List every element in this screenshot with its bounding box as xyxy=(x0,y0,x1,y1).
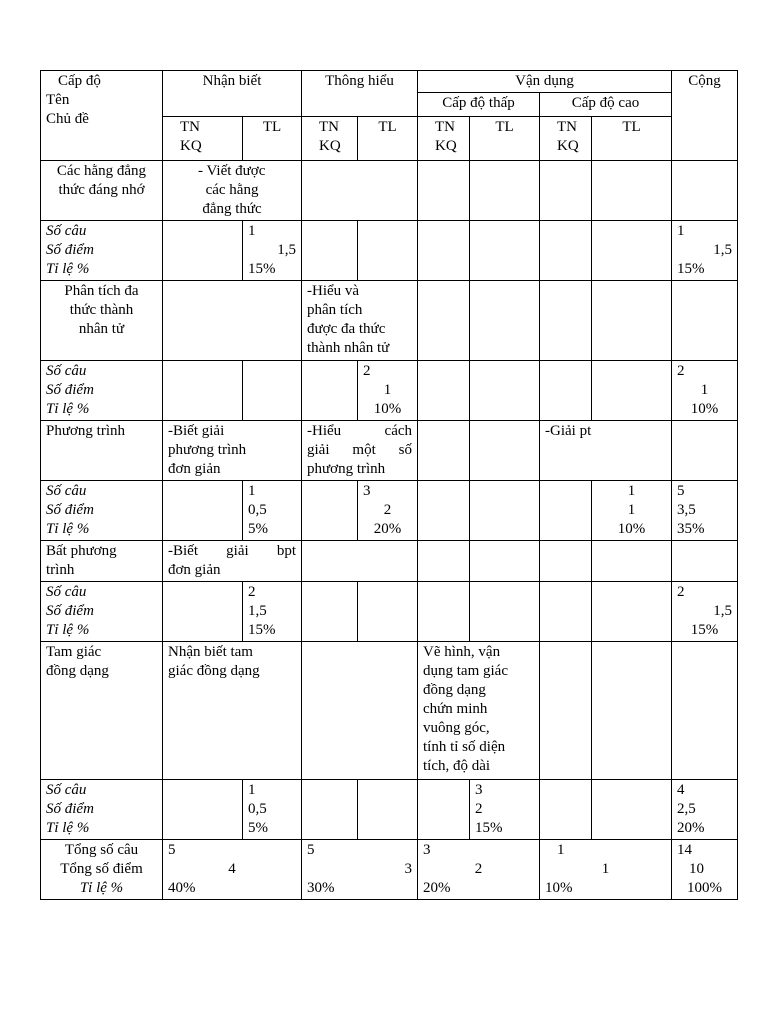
desc-line: -Biết giải xyxy=(168,423,225,439)
topic-3-van-dung-cao-desc: -Giải pt xyxy=(540,421,672,481)
topic-3-vdc-tl-stats xyxy=(592,481,672,541)
so-diem-label: Số điểm xyxy=(46,502,94,518)
empty-cell xyxy=(470,281,540,361)
so-diem-label: Số điểm xyxy=(46,242,94,258)
header-row-1 xyxy=(41,71,738,93)
tn-label: TN xyxy=(180,119,200,135)
desc-word: số xyxy=(398,442,413,458)
ti-le-value: 15% xyxy=(248,622,276,638)
topic-5-vdt-tl-stats xyxy=(470,780,540,840)
ti-le-value: 20% xyxy=(677,820,705,836)
header-topic-cell xyxy=(41,71,163,161)
topic-name-line: thức đáng nhớ xyxy=(58,182,145,198)
topic-name-line: Các hằng đẳng xyxy=(56,163,147,179)
so-diem-label: Số điểm xyxy=(46,603,94,619)
topic-5-cong-stats xyxy=(672,780,738,840)
topic-name-3 xyxy=(41,421,163,481)
stats-labels xyxy=(41,582,163,642)
so-cau-value: 2 xyxy=(677,584,685,600)
header-tl-1: TL xyxy=(243,117,302,161)
total-tile-value: 10% xyxy=(545,880,573,896)
topic-row-4 xyxy=(41,541,738,582)
topic-row-2 xyxy=(41,281,738,361)
topic-name-line: thức thành xyxy=(69,302,134,318)
stats-row-2 xyxy=(41,361,738,421)
totals-row xyxy=(41,840,738,900)
empty-cell xyxy=(470,221,540,281)
empty-cell xyxy=(163,221,243,281)
desc-line: -Hiểu và xyxy=(307,283,360,299)
so-cau-value: 1 xyxy=(248,483,256,499)
topic-2-th-tl-stats xyxy=(358,361,418,421)
empty-cell xyxy=(418,582,470,642)
so-diem-value: 1 xyxy=(383,382,392,398)
total-tile-value: 100% xyxy=(687,880,723,896)
empty-cell xyxy=(243,361,302,421)
so-diem-value: 3,5 xyxy=(677,502,696,518)
so-cau-value: 2 xyxy=(248,584,256,600)
empty-cell xyxy=(163,481,243,541)
desc-line: đồng dạng xyxy=(423,682,486,698)
tn-label: TN xyxy=(319,119,340,135)
tn-label: TN xyxy=(557,119,578,135)
desc-line xyxy=(307,422,412,441)
topic-name-line: Bất phương xyxy=(46,543,117,559)
empty-cell xyxy=(592,780,672,840)
topic-row-3 xyxy=(41,421,738,481)
empty-cell xyxy=(302,582,358,642)
empty-cell xyxy=(540,582,592,642)
so-cau-value: 3 xyxy=(475,782,483,798)
empty-cell xyxy=(470,161,540,221)
total-tile-value: 30% xyxy=(307,880,335,896)
so-diem-value: 2 xyxy=(475,801,483,817)
topic-5-van-dung-thap-desc xyxy=(418,642,540,780)
so-cau-label: Số câu xyxy=(46,483,87,499)
totals-van-dung-cao xyxy=(540,840,672,900)
topic-name-line: trình xyxy=(46,562,75,578)
desc-line: - Viết được xyxy=(198,163,266,179)
so-cau-value: 2 xyxy=(363,363,371,379)
header-van-dung: Vận dụng xyxy=(418,71,672,93)
desc-line: đơn giản xyxy=(168,461,221,477)
header-tl-3: TL xyxy=(470,117,540,161)
empty-cell xyxy=(418,481,470,541)
desc-line xyxy=(168,542,296,561)
so-cau-label: Số câu xyxy=(46,782,87,798)
topic-row-5 xyxy=(41,642,738,780)
so-cau-label: Số câu xyxy=(46,584,87,600)
total-tile-value: 20% xyxy=(423,880,451,896)
header-tl-2: TL xyxy=(358,117,418,161)
empty-cell xyxy=(418,161,470,221)
topic-3-nb-tl-stats xyxy=(243,481,302,541)
empty-cell xyxy=(163,361,243,421)
total-cau-value: 3 xyxy=(423,842,431,858)
kq-label: KQ xyxy=(435,138,457,154)
empty-cell xyxy=(592,361,672,421)
ti-le-value: 10% xyxy=(690,401,719,417)
total-diem-value: 10 xyxy=(689,861,705,877)
ti-le-label: Tỉ lệ % xyxy=(46,622,90,638)
empty-cell xyxy=(358,221,418,281)
header-cap-do-cao: Cấp độ cao xyxy=(540,93,672,117)
ti-le-value: 10% xyxy=(617,521,646,537)
empty-cell xyxy=(163,582,243,642)
totals-cong xyxy=(672,840,738,900)
so-cau-value: 1 xyxy=(627,483,636,499)
so-diem-value: 0,5 xyxy=(248,801,267,817)
empty-cell xyxy=(672,421,738,481)
topic-4-thong-hieu-desc xyxy=(302,541,418,582)
header-chu-de: Chủ đề xyxy=(46,111,89,127)
topic-name-1 xyxy=(41,161,163,221)
total-tile-value: 40% xyxy=(168,880,196,896)
header-tnkq-2 xyxy=(302,117,358,161)
topic-3-cong-stats xyxy=(672,481,738,541)
stats-row-5 xyxy=(41,780,738,840)
ti-le-label: Tỉ lệ % xyxy=(46,261,90,277)
empty-cell xyxy=(592,642,672,780)
desc-word: giải xyxy=(226,543,249,559)
total-cau-value: 14 xyxy=(677,842,693,858)
so-cau-value: 1 xyxy=(248,782,256,798)
desc-line: chứn minh xyxy=(423,701,488,717)
header-thong-hieu: Thông hiểu xyxy=(302,71,418,117)
ti-le-label: Tỉ lệ % xyxy=(46,521,90,537)
stats-labels xyxy=(41,780,163,840)
empty-cell xyxy=(592,281,672,361)
desc-line: đơn giản xyxy=(168,562,221,578)
empty-cell xyxy=(470,361,540,421)
empty-cell xyxy=(540,361,592,421)
header-nhan-biet: Nhận biết xyxy=(163,71,302,117)
empty-cell xyxy=(418,421,470,481)
total-diem-value: 1 xyxy=(601,861,610,877)
topic-5-thong-hieu-desc xyxy=(302,642,418,780)
empty-cell xyxy=(302,780,358,840)
desc-line xyxy=(307,441,412,460)
empty-cell xyxy=(540,541,592,582)
so-cau-label: Số câu xyxy=(46,223,87,239)
empty-cell xyxy=(418,541,470,582)
topic-name-5 xyxy=(41,642,163,780)
header-cap-do: Cấp độ xyxy=(58,73,101,89)
desc-line: Nhận biết tam xyxy=(168,644,253,660)
ti-le-value: 5% xyxy=(248,820,268,836)
empty-cell xyxy=(358,582,418,642)
kq-label: KQ xyxy=(180,138,202,154)
desc-word: cách xyxy=(384,423,413,439)
desc-line: các hằng xyxy=(205,182,259,198)
so-cau-value: 2 xyxy=(677,363,685,379)
desc-line: phương trình xyxy=(168,442,247,458)
empty-cell xyxy=(540,161,592,221)
empty-cell xyxy=(418,281,470,361)
topic-4-nb-tl-stats xyxy=(243,582,302,642)
empty-cell xyxy=(672,642,738,780)
header-tnkq-4 xyxy=(540,117,592,161)
so-cau-value: 4 xyxy=(677,782,685,798)
total-diem-value: 4 xyxy=(228,861,236,877)
topic-1-cong-stats xyxy=(672,221,738,281)
topic-5-nhan-biet-desc xyxy=(163,642,302,780)
totals-thong-hieu xyxy=(302,840,418,900)
empty-cell xyxy=(540,642,592,780)
desc-line: đẳng thức xyxy=(202,201,262,217)
topic-name-line: Phân tích đa xyxy=(64,283,139,299)
total-diem-value: 3 xyxy=(404,861,413,877)
ti-le-value: 20% xyxy=(373,521,402,537)
desc-word: giải xyxy=(307,442,330,458)
so-cau-value: 5 xyxy=(677,483,685,499)
topic-name-4 xyxy=(41,541,163,582)
stats-labels xyxy=(41,221,163,281)
empty-cell xyxy=(470,582,540,642)
header-tnkq-3 xyxy=(418,117,470,161)
topic-1-thong-hieu-desc xyxy=(302,161,418,221)
empty-cell xyxy=(540,281,592,361)
desc-word: -Hiểu xyxy=(307,423,342,439)
so-diem-value: 1,5 xyxy=(713,603,733,619)
matrix-table xyxy=(40,70,738,900)
so-diem-value: 1,5 xyxy=(713,242,733,258)
totals-van-dung-thap xyxy=(418,840,540,900)
empty-cell xyxy=(540,481,592,541)
desc-line: Vẽ hình, vận xyxy=(423,644,501,660)
so-cau-value: 1 xyxy=(248,223,256,239)
topic-name-line: Tam giác xyxy=(46,644,102,660)
ti-le-value: 15% xyxy=(248,261,276,277)
so-diem-value: 2 xyxy=(383,502,392,518)
topic-3-nhan-biet-desc xyxy=(163,421,302,481)
empty-cell xyxy=(470,541,540,582)
empty-cell xyxy=(592,161,672,221)
ti-le-value: 15% xyxy=(677,261,705,277)
empty-cell xyxy=(163,780,243,840)
topic-name-line: đồng dạng xyxy=(46,663,109,679)
topic-2-cong-stats xyxy=(672,361,738,421)
so-cau-label: Số câu xyxy=(46,363,87,379)
empty-cell xyxy=(672,541,738,582)
empty-cell xyxy=(470,481,540,541)
desc-line: vuông góc, xyxy=(423,720,490,736)
stats-labels xyxy=(41,361,163,421)
kq-label: KQ xyxy=(557,138,579,154)
ti-le-value: 35% xyxy=(677,521,705,537)
ti-le-value: 15% xyxy=(475,820,503,836)
desc-line: tính tỉ số diện xyxy=(423,739,506,755)
desc-word: -Biết xyxy=(168,543,198,559)
tong-ti-le-label: Tỉ lệ % xyxy=(79,880,124,896)
topic-3-th-tl-stats xyxy=(358,481,418,541)
desc-line: phân tích xyxy=(307,302,363,318)
empty-cell xyxy=(470,421,540,481)
topic-name-line: Phương trình xyxy=(46,423,125,439)
kq-label: KQ xyxy=(319,138,341,154)
empty-cell xyxy=(302,481,358,541)
topic-name-2 xyxy=(41,281,163,361)
empty-cell xyxy=(418,221,470,281)
empty-cell xyxy=(418,780,470,840)
empty-cell xyxy=(592,221,672,281)
ti-le-value: 15% xyxy=(690,622,719,638)
total-cau-value: 5 xyxy=(168,842,176,858)
stats-row-1 xyxy=(41,221,738,281)
desc-line: thành nhân tử xyxy=(307,340,390,356)
topic-4-cong-stats xyxy=(672,582,738,642)
desc-line: phương trình xyxy=(307,461,386,477)
empty-cell xyxy=(592,541,672,582)
total-cau-value: 5 xyxy=(307,842,315,858)
so-diem-label: Số điểm xyxy=(46,382,94,398)
empty-cell xyxy=(358,780,418,840)
topic-row-1 xyxy=(41,161,738,221)
empty-cell xyxy=(540,221,592,281)
topic-1-nb-tl-stats xyxy=(243,221,302,281)
totals-nhan-biet xyxy=(163,840,302,900)
topic-2-thong-hieu-desc xyxy=(302,281,418,361)
empty-cell xyxy=(540,780,592,840)
desc-line: dụng tam giác xyxy=(423,663,508,679)
desc-line: giác đồng dạng xyxy=(168,663,260,679)
so-diem-label: Số điểm xyxy=(46,801,94,817)
topic-4-nhan-biet-desc xyxy=(163,541,302,582)
desc-line: được đa thức xyxy=(307,321,386,337)
stats-row-3 xyxy=(41,481,738,541)
header-tl-4: TL xyxy=(592,117,672,161)
stats-row-4 xyxy=(41,582,738,642)
topic-5-nb-tl-stats xyxy=(243,780,302,840)
so-diem-value: 1,5 xyxy=(248,603,267,619)
empty-cell xyxy=(592,582,672,642)
so-cau-value: 1 xyxy=(677,223,685,239)
so-diem-value: 1,5 xyxy=(277,242,297,258)
ti-le-value: 10% xyxy=(373,401,402,417)
total-cau-value: 1 xyxy=(557,842,565,858)
stats-labels xyxy=(41,481,163,541)
so-cau-value: 3 xyxy=(363,483,371,499)
desc-line: tích, độ dài xyxy=(423,758,491,774)
ti-le-label: Tỉ lệ % xyxy=(46,401,90,417)
topic-2-nhan-biet-desc xyxy=(163,281,302,361)
desc-word: bpt xyxy=(276,543,297,559)
tong-so-cau-label: Tổng số câu xyxy=(64,842,139,858)
topic-name-line: nhân tử xyxy=(78,321,125,337)
desc-word: một xyxy=(352,442,376,458)
empty-cell xyxy=(418,361,470,421)
header-cong: Cộng xyxy=(672,71,738,161)
so-diem-value: 1 xyxy=(700,382,709,398)
so-diem-value: 2,5 xyxy=(677,801,696,817)
tn-label: TN xyxy=(435,119,456,135)
empty-cell xyxy=(302,221,358,281)
header-cap-do-thap: Cấp độ thấp xyxy=(418,93,540,117)
tong-so-diem-label: Tổng số điểm xyxy=(60,861,143,877)
total-diem-value: 2 xyxy=(474,861,483,877)
so-diem-value: 0,5 xyxy=(248,502,267,518)
empty-cell xyxy=(672,161,738,221)
empty-cell xyxy=(672,281,738,361)
ti-le-label: Tỉ lệ % xyxy=(46,820,90,836)
totals-labels xyxy=(41,840,163,900)
header-tnkq-1 xyxy=(163,117,243,161)
topic-1-nhan-biet-desc xyxy=(163,161,302,221)
header-ten: Tên xyxy=(46,92,70,108)
so-diem-value: 1 xyxy=(627,502,636,518)
topic-3-thong-hieu-desc xyxy=(302,421,418,481)
ti-le-value: 5% xyxy=(248,521,268,537)
empty-cell xyxy=(302,361,358,421)
